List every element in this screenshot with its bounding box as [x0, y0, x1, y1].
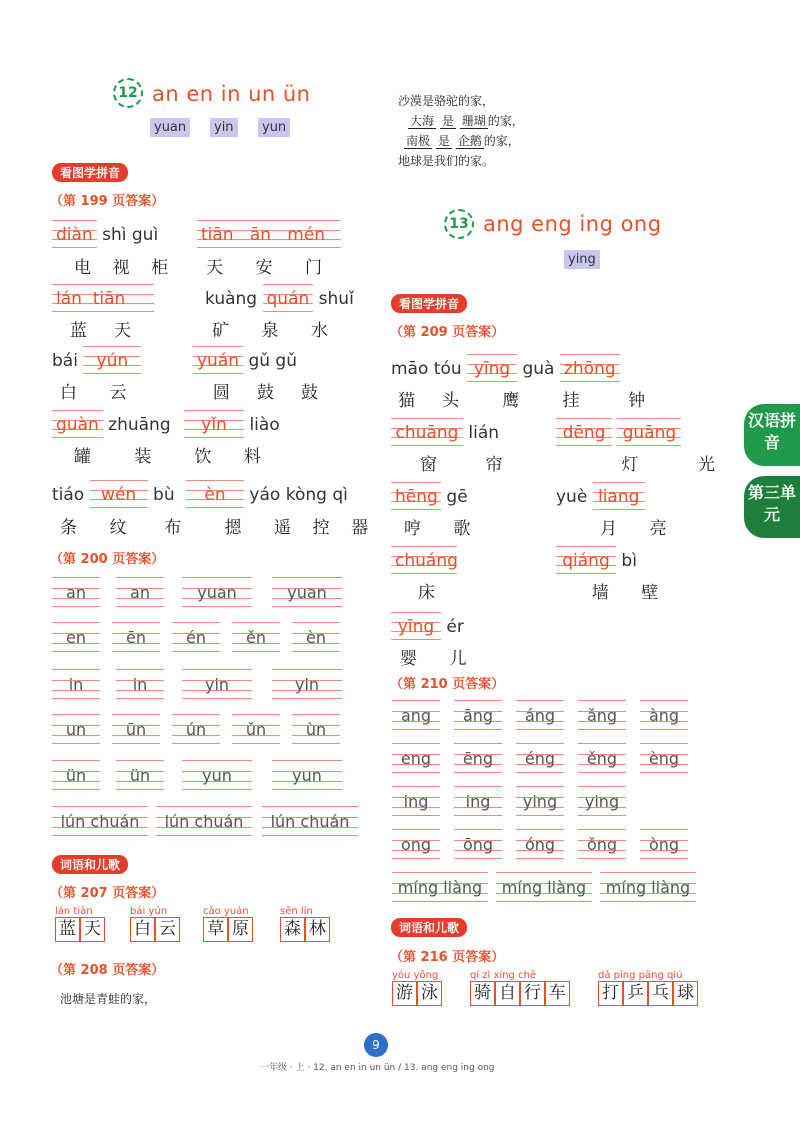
- lesson-12-number: 12: [113, 78, 143, 108]
- pinyin-row-1: [52, 220, 158, 248]
- grid-cell: míng liàng: [392, 872, 488, 902]
- grid-cell: an: [116, 577, 164, 607]
- page-ref-200: （第 200 页答案）: [50, 552, 165, 567]
- page-footer: 一年级 · 上 · 12. an en in un ün / 13. ang eng ing ong: [260, 1063, 495, 1073]
- tag-ying: ying: [564, 250, 600, 269]
- grid-cell: ēn: [112, 622, 160, 652]
- poem-line-left: 池塘是青蛙的家，: [60, 992, 157, 1006]
- hanzi-row-r5: 婴 儿: [400, 649, 467, 669]
- pinyin-row-4: guàn zhuāng yǐn liào: [52, 410, 280, 438]
- grid-cell: lún chuán: [52, 806, 148, 836]
- word-box: qí zì xíng chē 骑 自 行 车: [470, 970, 570, 1006]
- pinyin-row-2b: kuàng quán shuǐ: [205, 284, 354, 312]
- grid-cell: ong: [392, 829, 440, 859]
- pinyin-answer: tiān: [201, 225, 234, 245]
- grid-cell: ang: [392, 700, 440, 730]
- page-ref-199: （第 199 页答案）: [50, 194, 165, 209]
- side-tab-unit-3[interactable]: 第三单元: [744, 476, 800, 538]
- page-ref-210: （第 210 页答案）: [390, 677, 505, 692]
- grid-cell: lún chuán: [156, 806, 252, 836]
- hanzi-row-r4: 床 墙 壁: [418, 583, 659, 603]
- pinyin-row-r1: māo tóu yīng guà zhōng: [391, 354, 620, 382]
- grid-cell: én: [172, 622, 220, 652]
- grid-cell: ún: [172, 714, 220, 744]
- grid-cell: ěn: [232, 622, 280, 652]
- word-box: sēn lín 森 林: [280, 906, 330, 942]
- pinyin-row-2: lán tiān: [52, 284, 154, 312]
- grid-cell: yun: [272, 760, 342, 790]
- grid-cell: ün: [116, 760, 164, 790]
- grid-cell: míng liàng: [600, 872, 696, 902]
- tag-yin: yin: [210, 118, 238, 137]
- grid-cell: yuan: [272, 577, 342, 607]
- pinyin-row-r5: yīng ér: [391, 612, 464, 640]
- pinyin-row-r2b: dēng guāng: [556, 418, 681, 446]
- pinyin-row-3b: yuán gǔ gǔ: [193, 346, 297, 374]
- grid-cell: áng: [516, 700, 564, 730]
- grid-cell: ùn: [292, 714, 340, 744]
- hanzi-row-2: 蓝 天 矿 泉 水: [70, 321, 328, 341]
- grid-cell: ěng: [578, 743, 626, 773]
- grid-cell: in: [116, 669, 164, 699]
- poem-line-4: 地球是我们的家。: [398, 154, 495, 168]
- poem-line-2: 大海 是 珊瑚 的家，: [410, 114, 524, 128]
- grid-cell: in: [52, 669, 100, 699]
- grid-cell: yuan: [182, 577, 252, 607]
- lesson-13-number: 13: [444, 209, 474, 239]
- pinyin-text: shì guì: [102, 225, 159, 245]
- grid-cell: míng liàng: [496, 872, 592, 902]
- grid-cell: un: [52, 714, 100, 744]
- grid-cell: èn: [292, 622, 340, 652]
- grid-cell: èng: [640, 743, 688, 773]
- word-box: bái yún 白 云: [130, 906, 180, 942]
- lesson-13-title: ang eng ing ong: [483, 212, 662, 236]
- page-ref-207: （第 207 页答案）: [50, 886, 165, 901]
- grid-cell: àng: [640, 700, 688, 730]
- section-label-kantu: 看图学拼音: [52, 163, 128, 182]
- hanzi-row-4: 罐 装 饮 料: [74, 447, 261, 467]
- grid-cell: yin: [182, 669, 252, 699]
- pinyin-answer: diàn: [56, 225, 93, 245]
- grid-cell: ying: [578, 786, 626, 816]
- grid-cell: óng: [516, 829, 564, 859]
- grid-cell: ūn: [112, 714, 160, 744]
- grid-cell: yin: [272, 669, 342, 699]
- pinyin-answer: mén: [287, 225, 326, 245]
- grid-cell: eng: [392, 743, 440, 773]
- hanzi-row-3: 白 云 圆 鼓 鼓: [60, 383, 318, 403]
- tag-yuan: yuan: [150, 118, 190, 137]
- grid-cell: òng: [640, 829, 688, 859]
- page-ref-209: （第 209 页答案）: [390, 325, 505, 340]
- pinyin-row-r2: chuāng lián: [391, 418, 499, 446]
- hanzi-row-5: 条 纹 布 摁 遥 控 器: [60, 518, 369, 538]
- pinyin-row-r4b: qiáng bì: [556, 546, 637, 574]
- tag-yun: yun: [258, 118, 290, 137]
- grid-cell: yun: [182, 760, 252, 790]
- grid-cell: ǎng: [578, 700, 626, 730]
- grid-cell: ing: [454, 786, 502, 816]
- grid-cell: ǒng: [578, 829, 626, 859]
- grid-cell: ǔn: [232, 714, 280, 744]
- page-number: 9: [364, 1033, 388, 1057]
- pinyin-row-r3b: yuè liang: [556, 482, 645, 510]
- hanzi-row-r1: 猫 头 鹰 挂 钟: [398, 391, 646, 411]
- hanzi-row-1: 电 视 柜 天 安 门: [74, 258, 322, 278]
- poem-line-1: 沙漠是骆驼的家，: [398, 94, 495, 108]
- word-box: lán tiān 蓝 天: [55, 906, 105, 942]
- section-label-ciyu-2: 词语和儿歌: [391, 918, 467, 937]
- pinyin-row-1b: [197, 220, 341, 248]
- section-label-ciyu: 词语和儿歌: [52, 855, 128, 874]
- page-ref-208: （第 208 页答案）: [50, 963, 165, 978]
- poem-line-3: 南极 是 企鹅 的家，: [406, 134, 520, 148]
- pinyin-row-3: bái yún: [52, 346, 141, 374]
- grid-cell: ōng: [454, 829, 502, 859]
- word-box: cǎo yuán 草 原: [203, 906, 253, 942]
- word-box: dǎ pīng pāng qiú 打 乒 乓 球: [598, 970, 698, 1006]
- grid-cell: ēng: [454, 743, 502, 773]
- hanzi-row-r3: 哼 歌 月 亮: [404, 519, 667, 539]
- grid-cell: éng: [516, 743, 564, 773]
- word-box: yóu yǒng 游 泳: [392, 970, 442, 1006]
- grid-cell: ing: [392, 786, 440, 816]
- pinyin-row-r4: chuáng: [391, 546, 457, 574]
- grid-cell: āng: [454, 700, 502, 730]
- hanzi-row-r2: 窗 帘 灯 光: [420, 455, 715, 475]
- side-tab-hanyu-pinyin[interactable]: 汉语拼音: [744, 404, 800, 466]
- grid-cell: lún chuán: [262, 806, 358, 836]
- pinyin-row-5: tiáo wén bù èn yáo kòng qì: [52, 480, 348, 508]
- pinyin-row-r3: hēng gē: [391, 482, 468, 510]
- lesson-12-title: an en in un ün: [152, 82, 311, 106]
- grid-cell: ün: [52, 760, 100, 790]
- grid-cell: ying: [516, 786, 564, 816]
- pinyin-answer: ān: [249, 225, 272, 245]
- page-ref-216: （第 216 页答案）: [390, 950, 505, 965]
- section-label-kantu-2: 看图学拼音: [391, 294, 467, 313]
- grid-cell: an: [52, 577, 100, 607]
- grid-cell: en: [52, 622, 100, 652]
